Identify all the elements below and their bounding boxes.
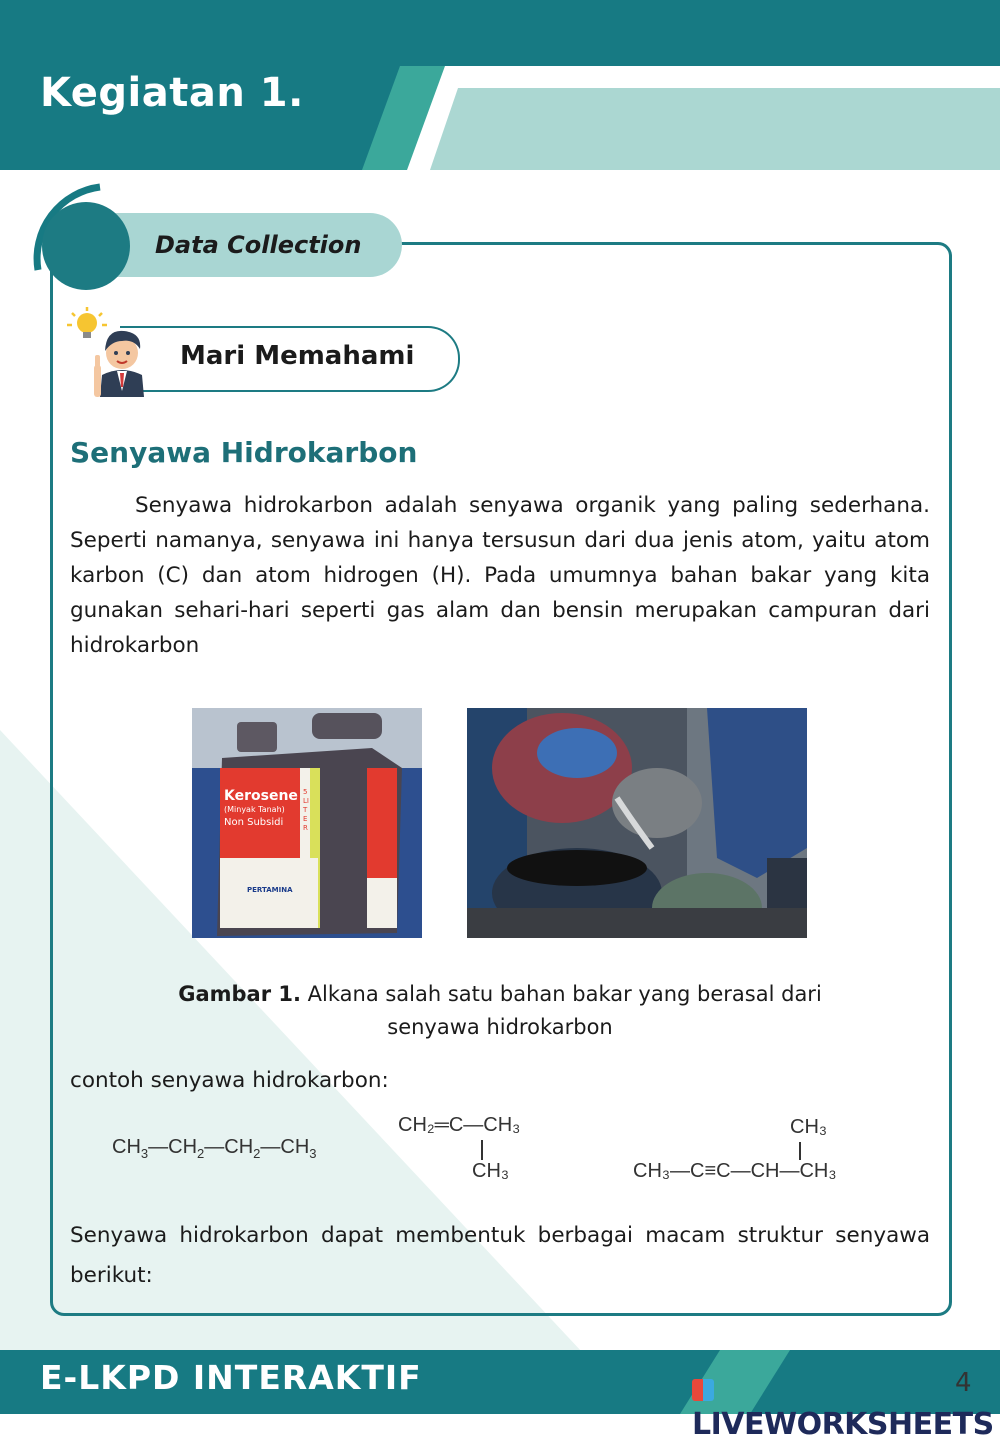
structure-paragraph: Senyawa hidrokarbon dapat membentuk berbagai macam struktur senyawa berikut: — [70, 1223, 930, 1288]
formula-methylpropene — [398, 1114, 520, 1137]
kerosene-label: Kerosene — [224, 788, 298, 804]
section-heading: Senyawa Hidrokarbon — [70, 436, 418, 469]
page-title: Kegiatan 1. — [40, 70, 304, 116]
caption-bold: Gambar 1. — [178, 982, 301, 1006]
formula-methylpentyne-branch: CH₃ — [790, 1116, 828, 1138]
kerosene-sub1: (Minyak Tanah) — [224, 805, 285, 814]
kerosene-side-label: 5 LITER — [303, 788, 309, 832]
caption-text: Alkana salah satu bahan bakar yang berasal dari — [307, 982, 822, 1006]
formula-methylpentyne: CH₃—C≡C—CH—CH₃ — [633, 1160, 837, 1182]
formula-butane: $CH_3—CH_2—CH_2—CH_3$ — [112, 1136, 317, 1161]
formula3-bond — [799, 1142, 801, 1160]
formula-methylpropene-main: CH₂═C—CH₃ — [398, 1114, 521, 1136]
page-number: 4 — [955, 1368, 972, 1398]
mari-memahami-label: Mari Memahami — [180, 341, 415, 371]
figure-caption — [120, 978, 880, 1044]
data-collection-badge — [42, 202, 130, 290]
teacher-idea-icon — [62, 305, 154, 397]
liveworksheets-text: LIVEWORKSHEETS — [692, 1407, 994, 1442]
kerosene-sub2: Non Subsidi — [224, 817, 284, 828]
liveworksheets-logo[interactable] — [692, 1372, 1000, 1442]
pertamina-logo-text: PERTAMINA — [247, 886, 293, 894]
kerosene-jerrycan-photo — [192, 708, 422, 938]
examples-label: contoh senyawa hidrokarbon: — [70, 1068, 389, 1093]
footer-title: E-LKPD INTERAKTIF — [40, 1358, 422, 1397]
caption-line2: senyawa hidrokarbon — [387, 1015, 613, 1039]
formula-methylpropene-branch: CH₃ — [472, 1160, 510, 1182]
data-collection-label: Data Collection — [155, 231, 362, 259]
liveworksheets-icon — [692, 1379, 714, 1401]
intro-paragraph: Senyawa hidrokarbon adalah senyawa organik yang paling sederhana. Seperti namanya, senyawa ini hanya tersusun dari dua jenis atom, yaitu atom karbon (C) dan atom hidrogen (H). Pada umumnya bahan bakar yang kita gunakan sehari-hari seperti gas alam dan bensin merupakan campuran dari hidrokarbon — [70, 493, 930, 658]
pouring-oil-photo — [467, 708, 807, 938]
formula2-bond — [481, 1140, 483, 1160]
